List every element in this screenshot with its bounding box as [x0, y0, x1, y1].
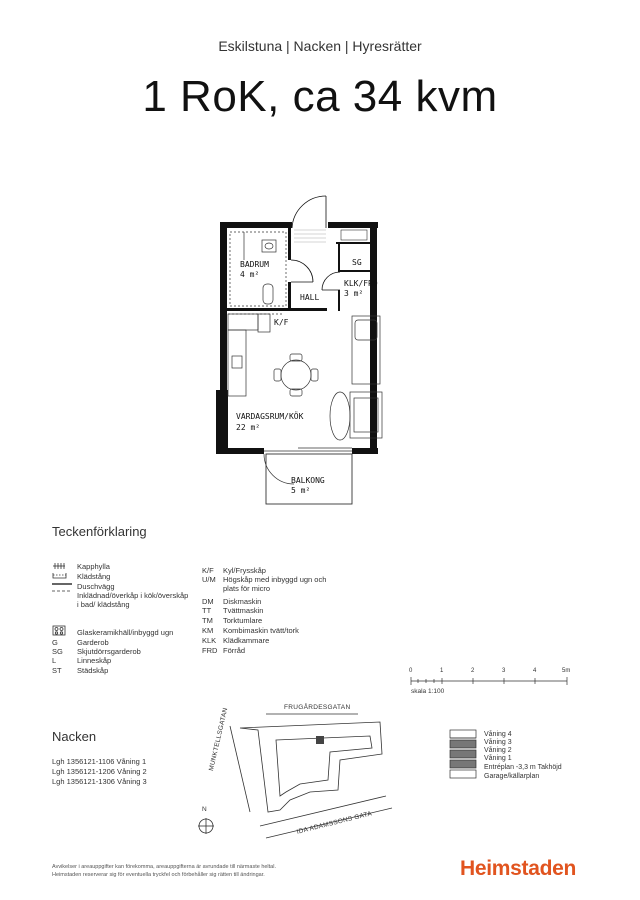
- floor-label: Våning 1: [484, 755, 512, 762]
- room-label-balkong: BALKONG: [291, 476, 325, 485]
- street-label-west: MUNKTELLSGATAN: [208, 707, 230, 772]
- room-label-vardagsrum: VARDAGSRUM/KÖK: [236, 412, 304, 421]
- legend-code: U/M: [202, 575, 216, 584]
- clothes-rail-icon: [53, 573, 66, 578]
- legend-code-label: Klädkammare: [223, 636, 270, 645]
- location-heading: Nacken: [52, 729, 97, 744]
- room-label-badrum: BADRUM: [240, 260, 269, 269]
- room-label-kf: K/F: [274, 318, 289, 327]
- page-title: 1 RoK, ca 34 kvm: [142, 72, 498, 121]
- legend-code: KLK: [202, 636, 217, 645]
- room-label-sg: SG: [352, 258, 362, 267]
- legend-code-label: Kombimaskin tvätt/tork: [223, 626, 299, 635]
- legend-item-kladstang: Klädstång: [77, 572, 111, 581]
- legend-code: FRD: [202, 646, 218, 655]
- legend-item-kapphylla: Kapphylla: [77, 562, 110, 571]
- legend-code-label: Högskåp med inbyggd ugn och plats för micro: [223, 575, 327, 593]
- legend-code: TT: [202, 606, 212, 615]
- floor-label: Våning 4: [484, 731, 512, 738]
- room-label-hall: HALL: [300, 293, 320, 302]
- legend-code-label: Torktumlare: [223, 616, 263, 625]
- hat-rack-icon: [53, 563, 65, 569]
- legend-code: DM: [202, 597, 214, 606]
- legend-code-label: Garderob: [77, 638, 109, 647]
- scale-tick: 1: [440, 668, 444, 674]
- legend-code: KM: [202, 626, 214, 635]
- floor-label: Entréplan -3,3 m Takhöjd: [484, 764, 562, 771]
- legend-code: ST: [52, 666, 62, 675]
- page-subtitle: Eskilstuna | Nacken | Hyresrätter: [218, 38, 422, 54]
- legend-code-label: Diskmaskin: [223, 597, 262, 606]
- floor-label: Våning 2: [484, 747, 512, 754]
- street-label-south: IDA ADAMSSONS GATA: [296, 810, 373, 836]
- legend-heading: Teckenförklaring: [52, 524, 147, 539]
- legend-code: TM: [202, 616, 213, 625]
- floor-plan: [210, 190, 440, 520]
- scale-bar: [410, 676, 574, 686]
- unit-line: Lgh 1356121-1206 Våning 2: [52, 767, 147, 776]
- legend-code-label: Förråd: [223, 646, 246, 655]
- building-section: [446, 726, 482, 782]
- north-label: N: [202, 806, 207, 813]
- floor-label: Garage/källarplan: [484, 773, 540, 780]
- legend-item-glaskeramik: Glaskeramikhäll/inbyggd ugn: [77, 628, 174, 637]
- room-area-vardagsrum: 22 m²: [236, 423, 261, 432]
- hob-icon: [53, 626, 65, 635]
- legend-code-label: Kyl/Frysskåp: [223, 566, 266, 575]
- unit-line: Lgh 1356121-1306 Våning 3: [52, 777, 147, 786]
- room-area-klk-frd: 3 m²: [344, 289, 364, 298]
- brand-logo: Heimstaden: [460, 857, 577, 880]
- compass-icon: [198, 818, 214, 834]
- room-area-balkong: 5 m²: [291, 486, 311, 495]
- scale-tick: 0: [409, 668, 413, 674]
- disclaimer-line: Heimstaden reserverar sig för eventuella tryckfel och förbehåller sig rätten till ändringar.: [52, 872, 265, 878]
- legend-code: G: [52, 638, 58, 647]
- legend-code: SG: [52, 647, 63, 656]
- legend-item-inkladnad: Inklädnad/överkåp i kök/överskåp i bad/ klädstång: [77, 591, 189, 609]
- scale-tick: 2: [471, 668, 475, 674]
- street-label-north: FRUGÅRDESGATAN: [284, 704, 351, 711]
- legend-code-label: Städskåp: [77, 666, 109, 675]
- legend-code: K/F: [202, 566, 214, 575]
- disclaimer-line: Avvikelser i areauppgifter kan förekomma, areauppgifterna är avrundade till närmaste heltal.: [52, 864, 276, 870]
- legend-code: L: [52, 656, 57, 665]
- scale-label: skala 1:100: [411, 688, 445, 695]
- scale-tick: 4: [533, 668, 537, 674]
- legend-code-label: Skjutdörrsgarderob: [77, 647, 141, 656]
- unit-line: Lgh 1356121-1106 Våning 1: [52, 757, 147, 766]
- legend-code-label: Tvättmaskin: [223, 606, 264, 615]
- legend-code-label: Linneskåp: [77, 656, 112, 665]
- room-area-badrum: 4 m²: [240, 270, 260, 279]
- room-label-klk-frd: KLK/FRD: [344, 279, 378, 288]
- scale-tick: 3: [502, 668, 506, 674]
- scale-tick: 5m: [562, 668, 571, 674]
- legend-item-duschvagg: Duschvägg: [77, 582, 115, 591]
- legend-icons: [52, 562, 72, 642]
- floor-label: Våning 3: [484, 739, 512, 746]
